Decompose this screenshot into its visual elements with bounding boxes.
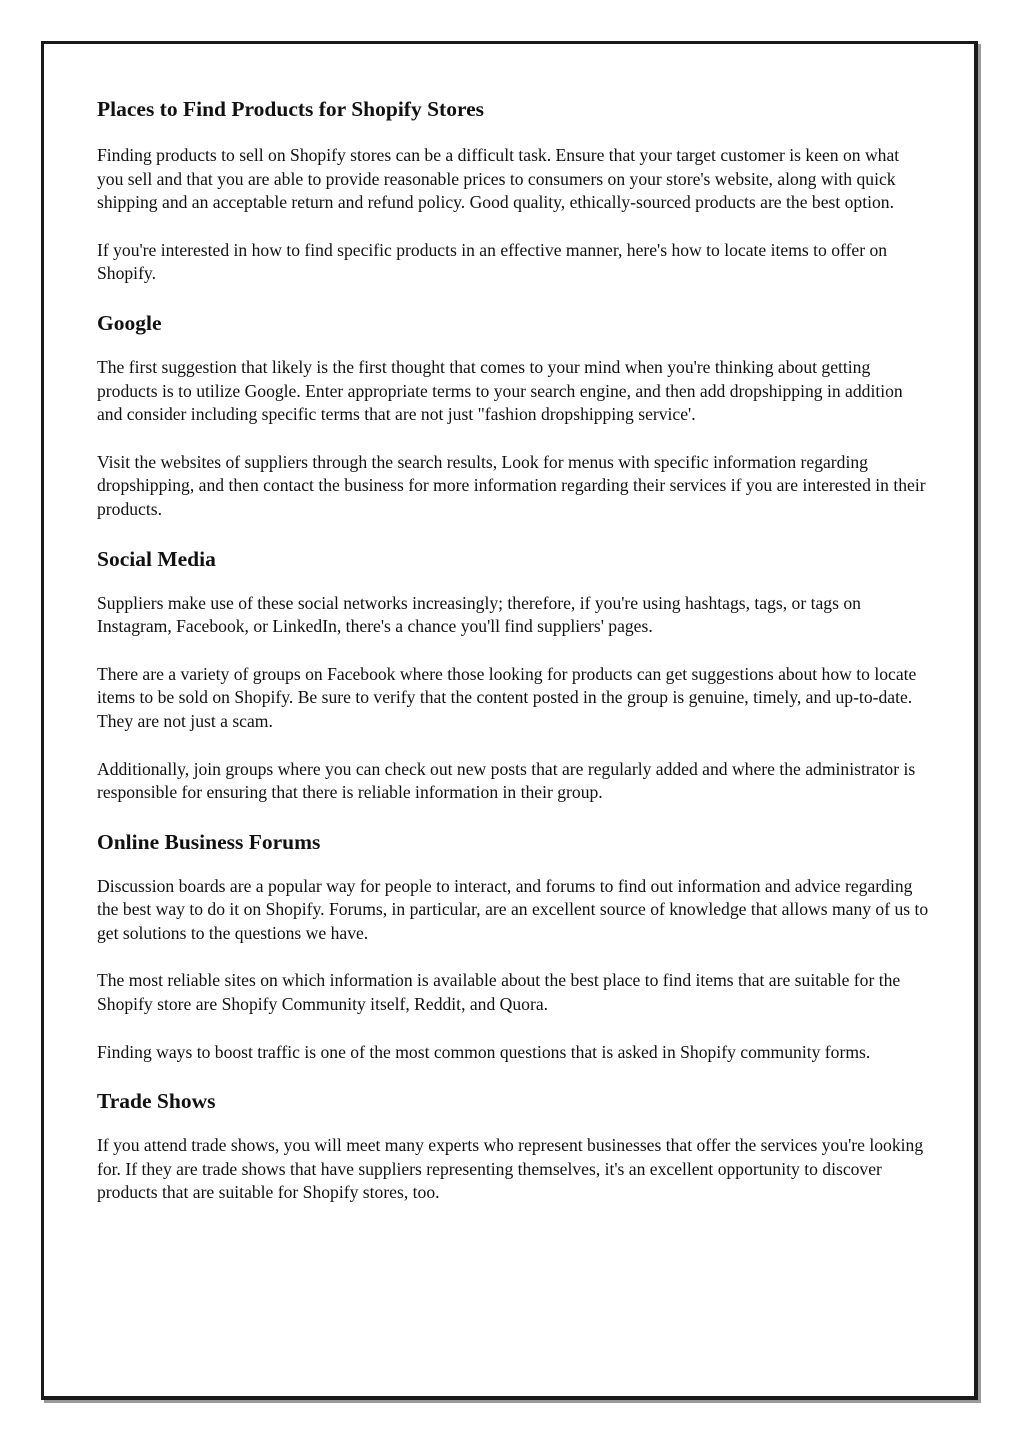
section-paragraph: Additionally, join groups where you can check out new posts that are regularly added and where the administrator is responsible for ensuring that there is reliable information in their group. [97,758,916,803]
section-paragraph: The most reliable sites on which information is available about the best place to find items that are suitable for the Shopify store are Shopify Community itself, Reddit, and Quora. [97,970,901,1015]
document-body [97,96,929,1229]
section-paragraph: Finding ways to boost traffic is one of the most common questions that is asked in Shopify community forms. [97,1041,871,1062]
section-google [97,310,929,522]
section-heading: Google [97,310,162,335]
section-paragraph: The first suggestion that likely is the first thought that comes to your mind when you're thinking about getting products is to utilize Google. Enter appropriate terms to your search engine, and then add dropshipping in addition and consider including specific terms that are not just "fashion dropshipping service'. [97,356,903,425]
section-heading: Social Media [97,546,216,571]
section-heading: Online Business Forums [97,829,321,854]
section-paragraph: If you attend trade shows, you will meet many experts who represent businesses that offer the services you're looking for. If they are trade shows that have suppliers representing themselves, it's an excellent opportunity to discover products that are suitable for Shopify stores, too. [97,1135,924,1203]
intro-paragraph: If you're interested in how to find specific products in an effective manner, here's how to locate items to offer on Shopify. [97,239,888,284]
section-social-media [97,546,929,805]
document-title: Places to Find Products for Shopify Stores [97,97,485,121]
section-paragraph: Discussion boards are a popular way for people to interact, and forums to find out information and advice regarding the best way to do it on Shopify. Forums, in particular, are an excellent source of knowledge that allows many of us to get solutions to the questions we have. [97,875,929,943]
intro-paragraph: Finding products to sell on Shopify stores can be a difficult task. Ensure that your target customer is keen on what you sell and that you are able to provide reasonable prices to consumers on your store's website, along with quick shipping and an acceptable return and refund policy. Good quality, ethically-sourced products are the best option. [97,145,900,213]
section-paragraph: Suppliers make use of these social networks increasingly; therefore, if you're using hashtags, tags, or tags on Instagram, Facebook, or LinkedIn, there's a chance you'll find suppliers' pages. [97,592,861,637]
section-heading: Trade Shows [97,1089,216,1114]
section-paragraph: There are a variety of groups on Facebook where those looking for products can get suggestions about how to locate items to be sold on Shopify. Be sure to verify that the content posted in the group is genuine, timely, and up-to-date. They are not just a scam. [97,663,917,731]
section-paragraph: Visit the websites of suppliers through the search results, Look for menus with specific information regarding dropshipping, and then contact the business for more information regarding their services if you are interested in their products. [97,451,926,519]
section-trade-shows [97,1088,929,1205]
section-online-business-forums [97,829,929,1065]
